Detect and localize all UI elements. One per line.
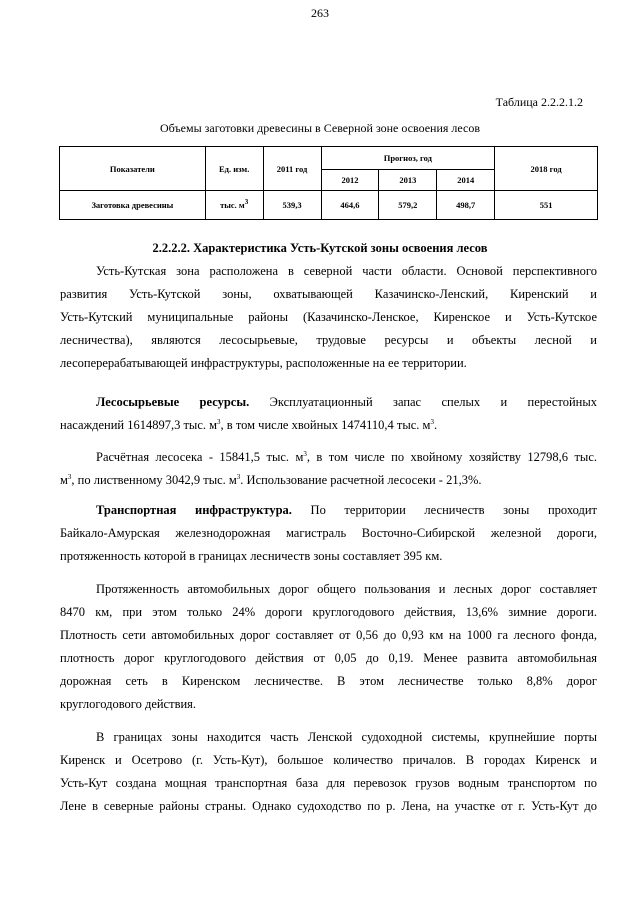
text-line: Плотность сети автомобильных дорог составляет от 0,56 до 0,93 км на 1000 га лесного фонда, [60, 628, 597, 642]
header-year-2013: 2013 [379, 170, 437, 191]
cell-2013: 579,2 [379, 191, 437, 220]
text-line: Киренск и Осетрово (г. Усть-Кут), большое количество причалов. В городах Киренск и [60, 753, 597, 767]
table-title: Объемы заготовки древесины в Северной зоне освоения лесов [159, 121, 481, 135]
section-heading: 2.2.2.2. Характеристика Усть-Кутской зоны освоения лесов [152, 241, 488, 255]
text-line: лесоперерабатывающей инфраструктуры, расположенные на ее территории. [60, 356, 467, 370]
text-line: Усть-Кутская зона расположена в северной части области. Основой перспективного [96, 264, 597, 278]
cell-indicator: Заготовка древесины [60, 191, 206, 220]
cell-2012: 464,6 [321, 191, 379, 220]
paragraph-forest-resources [60, 391, 597, 437]
text-line: насаждений 1614897,3 тыс. $м^3$, в том числе хвойных 1474110,4 тыс. $м^3$. [60, 417, 438, 432]
header-2018: 2018 год [495, 147, 598, 191]
text-line: Усть-Кутский муниципальные районы (Казачинско-Ленское, Киренское и Усть-Кутское [60, 310, 597, 324]
paragraph-zone-overview [60, 260, 597, 375]
text-line: Усть-Кут создана мощная транспортная база для перевозок грузов водным транспортом по [60, 776, 597, 790]
text-line: Расчётная лесосека - 15841,5 тыс. $м^3$, в том числе по хвойному хозяйству 12798,6 тыс. [96, 449, 597, 464]
cell-2014: 498,7 [437, 191, 495, 220]
text-line: дорожная сеть в Киренском лесничестве. В этом лесничестве только 8,8% дорог [60, 674, 597, 688]
cell-2011: 539,3 [263, 191, 321, 220]
text-line: плотность дорог круглогодового действия от 0,05 до 0,19. Менее развита автомобильная [60, 651, 597, 665]
text-line: Байкало-Амурская железнодорожная магистраль Восточно-Сибирской железной дороги, [60, 526, 597, 540]
header-2011: 2011 год [263, 147, 321, 191]
text-line: Лене в северные районы страны. Однако судоходство по р. Лена, на участке от г. Усть-Кут до [60, 799, 597, 813]
text-line: 8470 км, при этом только 24% дороги круглогодового действия, 13,6% зимние дороги. [60, 605, 597, 619]
text-line: Протяженность автомобильных дорог общего пользования и лесных дорог составляет [96, 582, 597, 596]
paragraph-roads [60, 578, 597, 716]
header-year-2014: 2014 [437, 170, 495, 191]
harvest-volume-table [59, 146, 598, 220]
page-number: 263 [311, 6, 329, 20]
text-line: протяженность которой в границах лесничеств зоны составляет 395 км. [60, 549, 443, 563]
header-forecast: Прогноз, год [321, 147, 495, 170]
text-line: Лесосырьевые ресурсы. Эксплуатационный запас спелых и перестойных [96, 395, 598, 409]
table-row [60, 191, 598, 220]
cell-unit: тыс. $м^3$ [205, 191, 263, 220]
paragraph-waterways [60, 726, 597, 818]
paragraph-allowable-cut [60, 446, 597, 492]
text-line: лесничества), являются лесосырьевые, трудовые ресурсы и объекты лесной и [60, 333, 597, 347]
header-unit: Ед. изм. [205, 147, 263, 191]
text-line: развития Усть-Кутской зоны, охватывающей Казачинско-Ленский, Киренский и [60, 287, 597, 301]
cell-2018: 551 [495, 191, 598, 220]
paragraph-transport [60, 499, 597, 568]
text-line: В границах зоны находится часть Ленской судоходной системы, крупнейшие порты [96, 730, 597, 744]
table-number: Таблица 2.2.2.1.2 [495, 95, 583, 109]
text-line: круглогодового действия. [60, 697, 197, 711]
header-indicator: Показатели [60, 147, 206, 191]
header-year-2012: 2012 [321, 170, 379, 191]
text-line: $м^3$, по лиственному 3042,9 тыс. $м^3$. Использование расчетной лесосеки - 21,3%. [60, 472, 482, 487]
text-line: Транспортная инфраструктура. По территории лесничеств зоны проходит [96, 503, 598, 517]
